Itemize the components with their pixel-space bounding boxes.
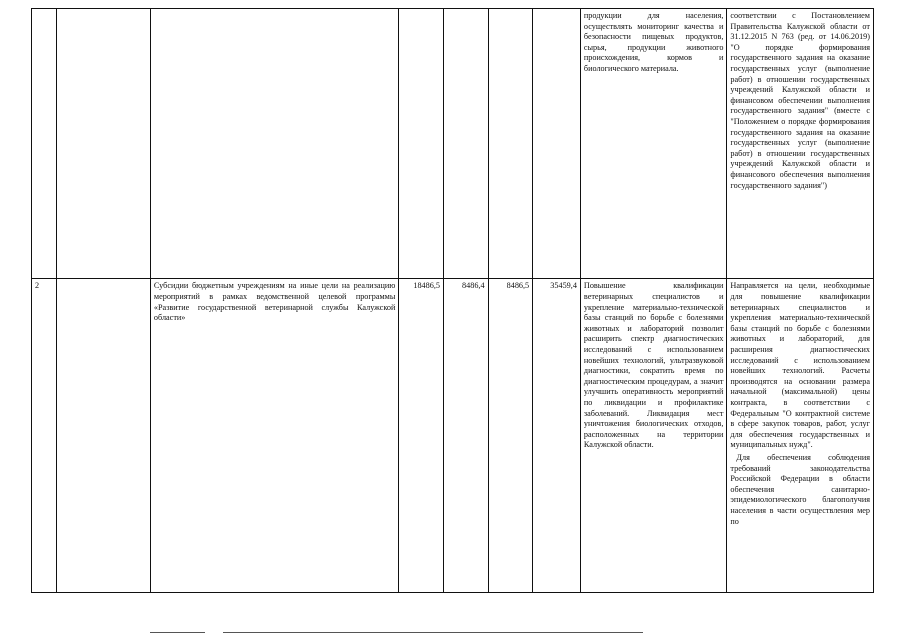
result-cell: [580, 9, 727, 279]
footer-line-right: [223, 632, 643, 633]
value-cell-1: 18486,5: [399, 279, 444, 593]
justification-cell: [727, 9, 874, 279]
value-cell-4: 35459,4: [533, 279, 581, 593]
description-cell: [150, 279, 398, 593]
value-cell-4: [533, 9, 581, 279]
value-cell-1: [399, 9, 444, 279]
justification-text: соответствии с Постановлением Правительства Калужской области от 31.12.2015 N 763 (ред. от 14.06.2019) "О порядке формирования государственного задания на оказание государственных услуг (выполнение работ) в отношении государственных учреждений Калужской области и финансовом обеспечении выполнения государственного задания" (вместе с "Положением о порядке формирования государственного задания на оказание государственных услуг (выполнение работ) в отношении государственных учреждений Калужской области и финансового обеспечения выполнения государственного задания"): [730, 11, 870, 190]
value-cell-3: [488, 9, 533, 279]
result-cell: [580, 279, 727, 593]
description-cell: [150, 9, 398, 279]
row-number-cell: [32, 9, 57, 279]
table-row: [32, 9, 874, 279]
row-number-cell: 2: [32, 279, 57, 593]
value-cell-2: [443, 9, 488, 279]
result-text: продукции для населения, осуществлять мониторинг качества и безопасности пищевых продуктов, сырья, продукции животного происхождения, кормов и биологического материала.: [583, 11, 724, 73]
justification-text: Направляется на цели, необходимые для повышение квалификации ветеринарных специалистов и укрепления материально-технической базы станций по борьбе с болезнями животных и лабораторий, для расширения диагностических исследований с использованием новейших технологий. Расчеты производятся на основании размера начальной (максимальной) цены контракта, в соответствии с Федеральным "О контрактной системе в сфере закупок товаров, работ, услуг для обеспечения государственных и муниципальных нужд".: [730, 281, 870, 450]
result-text: Повышение квалификации ветеринарных специалистов и укрепление материально-технической базы станций по борьбе с болезнями животных и лабораторий позволит расширить спектр диагностических исследований с использованием новейших технологий, ультразвуковой диагностики, сократить время по диагностическим процедурам, а значит улучшить оперативность мероприятий по ликвидации и профилактике заболеваний. Ликвидация мест уничтожения биологических отходов, расположенных на территории Калужской области.: [583, 281, 724, 450]
budget-table: [31, 8, 874, 593]
justification-text-2: Для обеспечения соблюдения требований законодательства Российской Федерации в области обеспечения санитарно-эпидемиологического благополучия населения в части осуществления мер по: [730, 452, 870, 526]
footer-line-left: [150, 632, 205, 633]
empty-cell: [57, 279, 150, 593]
value-cell-3: 8486,5: [488, 279, 533, 593]
justification-cell: [727, 279, 874, 593]
description-text: Субсидии бюджетным учреждениям на иные цели на реализацию мероприятий в рамках ведомственной целевой программы «Развитие государственной ветеринарной службы Калужской области»: [153, 281, 396, 323]
empty-cell: [57, 9, 150, 279]
value-cell-2: 8486,4: [443, 279, 488, 593]
table-row: [32, 279, 874, 593]
budget-table-container: [31, 8, 874, 593]
